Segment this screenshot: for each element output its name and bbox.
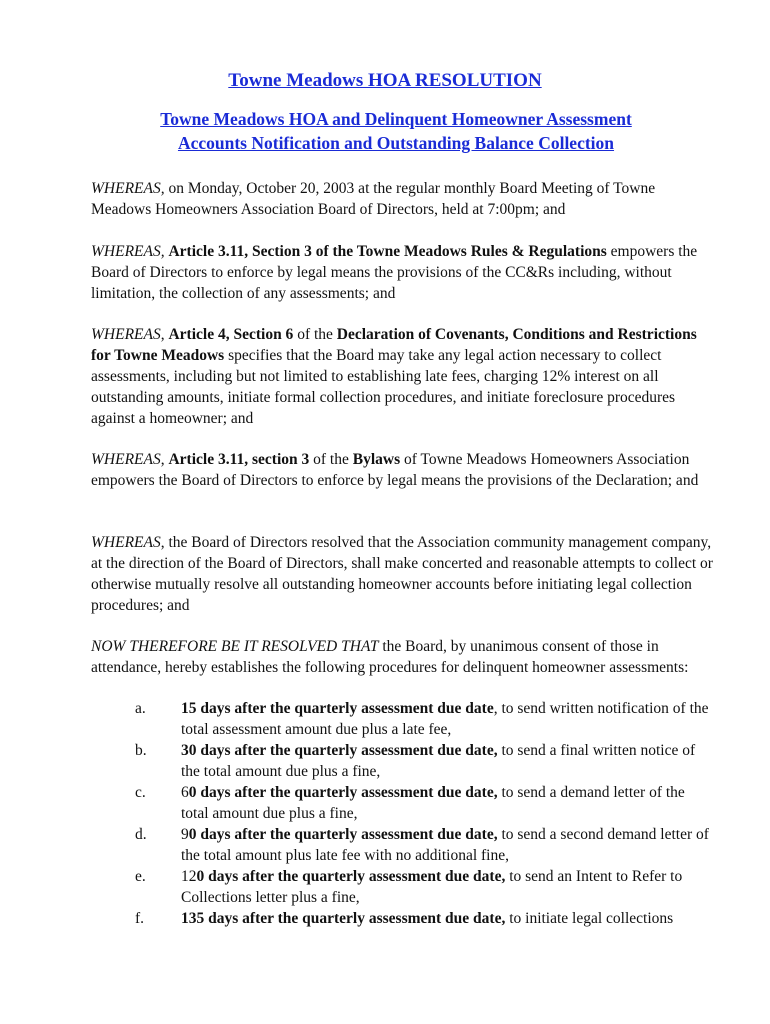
whereas-label: WHEREAS	[91, 326, 161, 343]
whereas-paragraph-2	[91, 241, 713, 304]
whereas-label: WHEREAS	[91, 451, 161, 468]
article-reference: Article 4, Section 6	[168, 326, 294, 343]
paragraph-text: the Board, by unanimous consent of those in attendance, hereby establishes the following procedures for delinquent homeowner assessments:	[91, 638, 689, 676]
list-item	[91, 824, 713, 866]
document-title: Towne Meadows HOA RESOLUTION	[228, 70, 542, 91]
list-item-letter: c.	[135, 784, 146, 801]
list-item-letter: b.	[135, 742, 147, 759]
list-item	[91, 782, 713, 824]
list-item-letter: a.	[135, 700, 146, 717]
resolved-label: NOW THEREFORE BE IT RESOLVED THAT	[91, 638, 379, 655]
list-item-text: to send a second demand letter of the total amount plus late fee with no additional fine,	[181, 826, 709, 864]
list-item	[91, 908, 713, 929]
bylaws-reference: Bylaws	[352, 451, 401, 468]
whereas-paragraph-4: WHEREAS, Article 3.11, section 3 of the Bylaws of Towne Meadows Homeowners Association empowers the Board of Directors to enforce by legal means the provisions of the Declaration; and	[91, 451, 699, 489]
list-item-text: to initiate legal collections	[505, 910, 674, 927]
document-subtitle	[0, 107, 770, 155]
article-reference: Article 3.11, section 3	[168, 451, 310, 468]
subtitle-line-1: Towne Meadows HOA and Delinquent Homeowner Assessment	[160, 109, 632, 129]
list-item-deadline: 0 days after the quarterly assessment due date,	[196, 868, 506, 885]
list-item-prefix: 9	[181, 826, 189, 843]
list-item-deadline: 30 days after the quarterly assessment due date,	[181, 742, 498, 759]
list-item-deadline: 0 days after the quarterly assessment due date,	[188, 826, 498, 843]
resolved-paragraph	[91, 636, 713, 678]
paragraph-text: empowers the Board of Directors to enforce by legal means the provisions of the CC&Rs including, without limitation, the collection of any assessments; and	[91, 243, 698, 302]
list-item	[91, 698, 713, 740]
whereas-paragraph-3: WHEREAS, Article 4, Section 6 of the Declaration of Covenants, Conditions and Restrictions for Towne Meadows specifies that the Board may take any legal action necessary to collect assessments, including but not limited to establishing late fees, charging 12% interest on all outstanding amounts, initiate formal collection procedures, and initiate foreclosure procedures against a homeowner; and	[91, 326, 697, 427]
procedure-list	[91, 698, 713, 929]
article-reference: Article 3.11, Section 3 of the Towne Meadows Rules & Regulations	[168, 243, 607, 260]
whereas-label: WHEREAS	[91, 534, 161, 551]
list-item-letter: d.	[135, 826, 147, 843]
whereas-paragraph-5	[91, 532, 713, 616]
paragraph-text: on Monday, October 20, 2003 at the regular monthly Board Meeting of Towne Meadows Homeowners Association Board of Directors, held at 7:00pm; and	[91, 180, 656, 218]
list-item-text: to send an Intent to Refer to Collections letter plus a fine,	[181, 868, 683, 906]
list-item-letter: e.	[135, 868, 146, 885]
whereas-label: WHEREAS,	[91, 180, 165, 197]
list-item-letter: f.	[135, 910, 145, 927]
list-item	[91, 740, 713, 782]
list-item-deadline: 0 days after the quarterly assessment due date,	[188, 784, 498, 801]
list-item	[91, 866, 713, 908]
list-item-deadline: 135 days after the quarterly assessment due date,	[181, 910, 506, 927]
whereas-label: WHEREAS,	[91, 243, 165, 260]
whereas-paragraph-1	[91, 178, 713, 220]
list-item-prefix: 6	[181, 784, 189, 801]
subtitle-line-2: Accounts Notification and Outstanding Balance Collection	[177, 133, 615, 153]
paragraph-text: , the Board of Directors resolved that the Association community management company, at the direction of the Board of Directors, shall make concerted and reasonable attempts to collect or otherwise mutually resolve all outstanding homeowner accounts before initiating legal collection procedures; and	[91, 534, 713, 614]
list-item-prefix: 12	[181, 868, 197, 885]
list-item-text: to send a final written notice of the total amount due plus a fine,	[181, 742, 696, 780]
paragraph-text: of Towne Meadows Homeowners Association empowers the Board of Directors to enforce by legal means the provisions of the Declaration; and	[91, 451, 699, 489]
list-item-text: to send a demand letter of the total amount due plus a fine,	[181, 784, 685, 822]
declaration-reference: Declaration of Covenants, Conditions and Restrictions for Towne Meadows	[91, 326, 697, 364]
list-item-deadline: 15 days after the quarterly assessment due date	[181, 700, 494, 717]
list-item-text: , to send written notification of the total assessment amount due plus a late fee,	[181, 700, 709, 738]
paragraph-text: specifies that the Board may take any legal action necessary to collect assessments, including but not limited to establishing late fees, charging 12% interest on all outstanding amounts, initiate formal collection procedures, and initiate foreclosure procedures against a homeowner; and	[91, 347, 676, 427]
